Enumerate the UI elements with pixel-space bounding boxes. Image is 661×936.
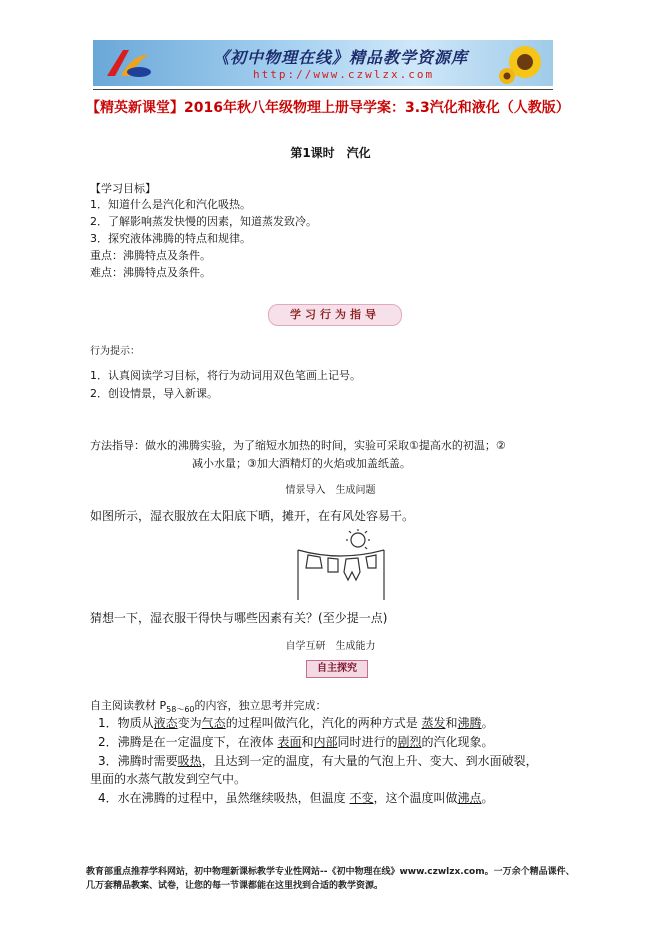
answer: 不变 [349,791,374,805]
answer: 表面 [277,735,302,749]
header-banner [93,40,553,86]
question-1 [98,714,494,731]
answer: 气态 [201,716,226,730]
footer-line: 几万套精品教案、试卷，让您的每一节课都能在这里找到合适的教学资源。 [86,881,384,891]
intro-subscript: 58～60 [166,705,195,715]
text: 2．沸腾是在一定温度下，在液体 [98,735,278,749]
text: 的汽化现象。 [421,735,494,749]
answer: 吸热 [177,754,202,768]
answer: 沸点 [457,791,482,805]
guide-badge: 学习行为指导 [268,304,402,326]
self-study-intro [90,697,327,715]
answer: 剧烈 [397,735,422,749]
question-4 [98,789,494,806]
text: 和 [301,735,314,749]
document-title: 【精英新课堂】2016年秋八年级物理上册导学案：3.3汽化和液化（人教版） [86,100,570,116]
question-note: (至少提一点) [318,611,388,625]
answer: 液态 [153,716,178,730]
objectives-heading: 【学习目标】 [90,182,156,195]
answer: 蒸发 [421,716,446,730]
answer: 沸腾 [457,716,482,730]
banner-url[interactable]: http://www.czwlzx.com [253,68,435,81]
text: 4．水在沸腾的过程中，虽然继续吸热，但温度 [98,791,350,805]
text: 。 [481,791,494,805]
text: ，这个温度叫做 [373,791,458,805]
objective-item: 1．知道什么是汽化和汽化吸热。 [90,198,251,211]
intro-suffix: 的内容，独立思考并完成： [194,699,327,712]
difficult-point: 难点：沸腾特点及条件。 [90,266,211,279]
key-point: 重点：沸腾特点及条件。 [90,249,211,262]
text: 同时进行的 [337,735,398,749]
method-line-1: 方法指导：做水的沸腾实验，为了缩短水加热的时间，实验可采取①提高水的初温；② [90,439,506,452]
footer-line: 教育部重点推荐学科网站，初中物理新课标教学专业性网站--《初中物理在线》www.czwlzx.com。一万余个精品课件、 [86,867,575,877]
answer: 内部 [313,735,338,749]
laundry-illustration [292,528,390,602]
scene-heading: 情景导入 生成问题 [285,485,376,496]
question-3 [98,752,538,769]
behavior-heading: 行为提示： [90,346,140,357]
text: 的过程叫做汽化，汽化的两种方式是 [225,716,422,730]
self-study-badge: 自主探究 [306,660,368,678]
header-rule [93,89,553,90]
logo-icon [101,46,155,80]
intro-prefix: 自主阅读教材 P [90,699,167,712]
question-2 [98,733,494,750]
banner-title: 《初中物理在线》精品教学资源库 [213,48,469,67]
text: ，且达到一定的温度，有大量的气泡上升、变大、到水面破裂， [201,754,538,768]
method-line-2: 减小水量；③加大酒精灯的火焰或加盖纸盖。 [192,457,411,470]
text: 和 [445,716,458,730]
behavior-item: 1．认真阅读学习目标，将行为动词用双色笔画上记号。 [90,369,361,382]
behavior-item: 2．创设情景，导入新课。 [90,387,218,400]
question-text: 猜想一下，湿衣服干得快与哪些因素有关？ [90,611,319,625]
objective-item: 2．了解影响蒸发快慢的因素，知道蒸发致冷。 [90,215,317,228]
scene-question [90,609,387,626]
sunflower-icon [499,42,547,84]
text: 3．沸腾时需要 [98,754,178,768]
text: 变为 [177,716,202,730]
text: 1．物质从 [98,716,154,730]
question-3-cont: 里面的水蒸气散发到空气中。 [90,772,247,786]
scene-text: 如图所示，湿衣服放在太阳底下晒，摊开，在有风处容易干。 [90,509,415,523]
lesson-title: 第1课时 汽化 [290,146,371,160]
page-footer [86,865,606,893]
self-study-heading: 自学互研 生成能力 [285,641,376,652]
objective-item: 3．探究液体沸腾的特点和规律。 [90,232,251,245]
text: 。 [481,716,494,730]
